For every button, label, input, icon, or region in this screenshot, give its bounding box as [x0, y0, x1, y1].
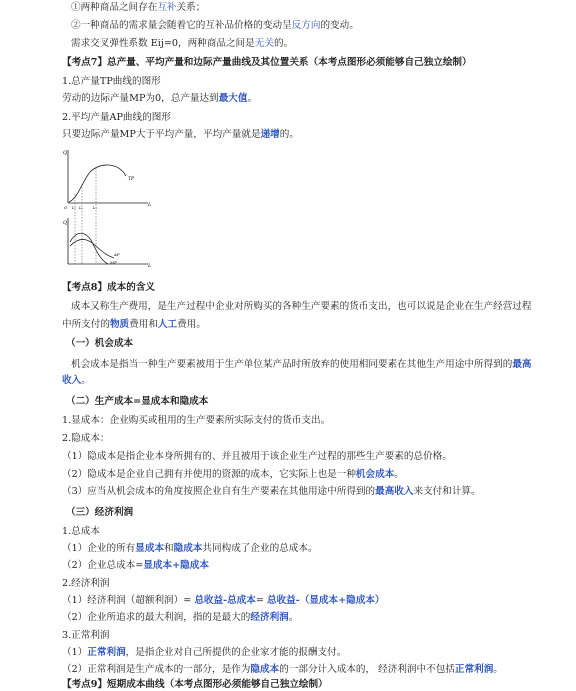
section-opportunity-cost: （一）机会成本 — [66, 338, 134, 349]
l3-label: L₃ — [93, 206, 97, 210]
item-total-cost-2: （2）企业总成本=显成本+隐成本 — [62, 560, 209, 571]
section-production-cost: （二）生产成本=显成本和隐成本 — [66, 396, 209, 407]
item-normal-profit-1: （1）正常利润，是指企业对自己所提供的企业家才能的报酬支付。 — [62, 647, 347, 658]
item-economic-profit-2: （2）企业所追求的最大利润，指的是最大的经济利润。 — [62, 612, 299, 623]
heading-topic-9: 【考点9】短期成本曲线（本考点图形必须能够自己独立绘制） — [62, 679, 328, 690]
q-axis-bottom: Q — [63, 220, 68, 226]
l2-label: L₂ — [79, 206, 83, 210]
item-normal-profit: 3.正常利润 — [62, 630, 110, 641]
heading-topic-7: 【考点7】总产量、平均产量和边际产量曲线及其位置关系（本考点图形必须能够自己独立绘制） — [62, 57, 472, 68]
item-implicit-cost-2: （2）隐成本是企业自己拥有并使用的资源的成本，它实际上也是一种机会成本。 — [62, 469, 404, 480]
para-opportunity-cost-2: 收入。 — [62, 375, 91, 386]
item-implicit-cost-3: （3）应当从机会成本的角度按照企业自有生产要素在其他用途中所得到的最高收入来支付和计算。 — [62, 486, 481, 497]
line-cross-elasticity: 需求交叉弹性系数 Eij=0，两种商品之间是无关的。 — [71, 38, 294, 49]
para-cost-definition-1: 成本又称生产费用，是生产过程中企业对所购买的各种生产要素的货币支出，也可以说是企业在生产经营过程 — [71, 301, 532, 312]
ap-label: AP — [114, 252, 120, 257]
heading-topic-8: 【考点8】成本的含义 — [62, 282, 156, 293]
subheading-ap: 2.平均产量AP曲线的图形 — [62, 112, 171, 123]
tp-curve — [69, 165, 126, 202]
tp-label: TP — [128, 177, 135, 182]
mp-curve — [70, 233, 108, 264]
section-economic-profit: （三）经济利润 — [66, 507, 134, 518]
line-reverse-change: ②一种商品的需求量会随着它的互补品价格的变动呈反方向的变动。 — [71, 20, 359, 31]
item-economic-profit: 2.经济利润 — [62, 578, 110, 589]
line-mp-zero: 劳动的边际产量MP为0，总产量达到最大值。 — [62, 93, 258, 104]
subheading-tp: 1.总产量TP曲线的图形 — [62, 76, 161, 87]
item-implicit-cost-1: （1）隐成本是指企业本身所拥有的、并且被用于该企业生产过程的那些生产要素的总价格。 — [62, 451, 452, 462]
l-axis-bottom: L — [148, 263, 152, 269]
l-axis-top: L — [148, 202, 152, 208]
item-implicit-cost: 2.隐成本： — [62, 433, 110, 444]
l1-label: L₁ — [72, 206, 76, 210]
q-axis-top: Q — [63, 150, 68, 156]
line-ap-increasing: 只要边际产量MP大于平均产量，平均产量就是递增的。 — [62, 129, 299, 140]
line-complements: ①两种商品之间存在互补关系； — [71, 2, 206, 13]
production-curves-diagram — [62, 146, 162, 271]
mp-label: MP — [110, 260, 117, 265]
item-normal-profit-2: （2）正常利润是生产成本的一部分，是作为隐成本的一部分计入成本的， 经济利润中不包括正常利润。 — [62, 664, 503, 675]
para-cost-definition-2: 中所支付的物质费用和人工费用。 — [62, 319, 206, 330]
origin-label: O — [64, 205, 68, 210]
item-total-cost: 1.总成本 — [62, 526, 100, 537]
item-total-cost-1: （1）企业的所有显成本和隐成本共同构成了企业的总成本。 — [62, 543, 318, 554]
item-explicit-cost: 1.显成本：企业购买或租用的生产要素所实际支付的货币支出。 — [62, 415, 331, 426]
para-opportunity-cost-1: 机会成本是指当一种生产要素被用于生产单位某产品时所放弃的使用相同要素在其他生产用途中所得到的最高 — [71, 359, 532, 370]
item-economic-profit-1: （1）经济利润（超额利润）= 总收益-总成本= 总收益-（显成本+隐成本） — [62, 595, 385, 606]
